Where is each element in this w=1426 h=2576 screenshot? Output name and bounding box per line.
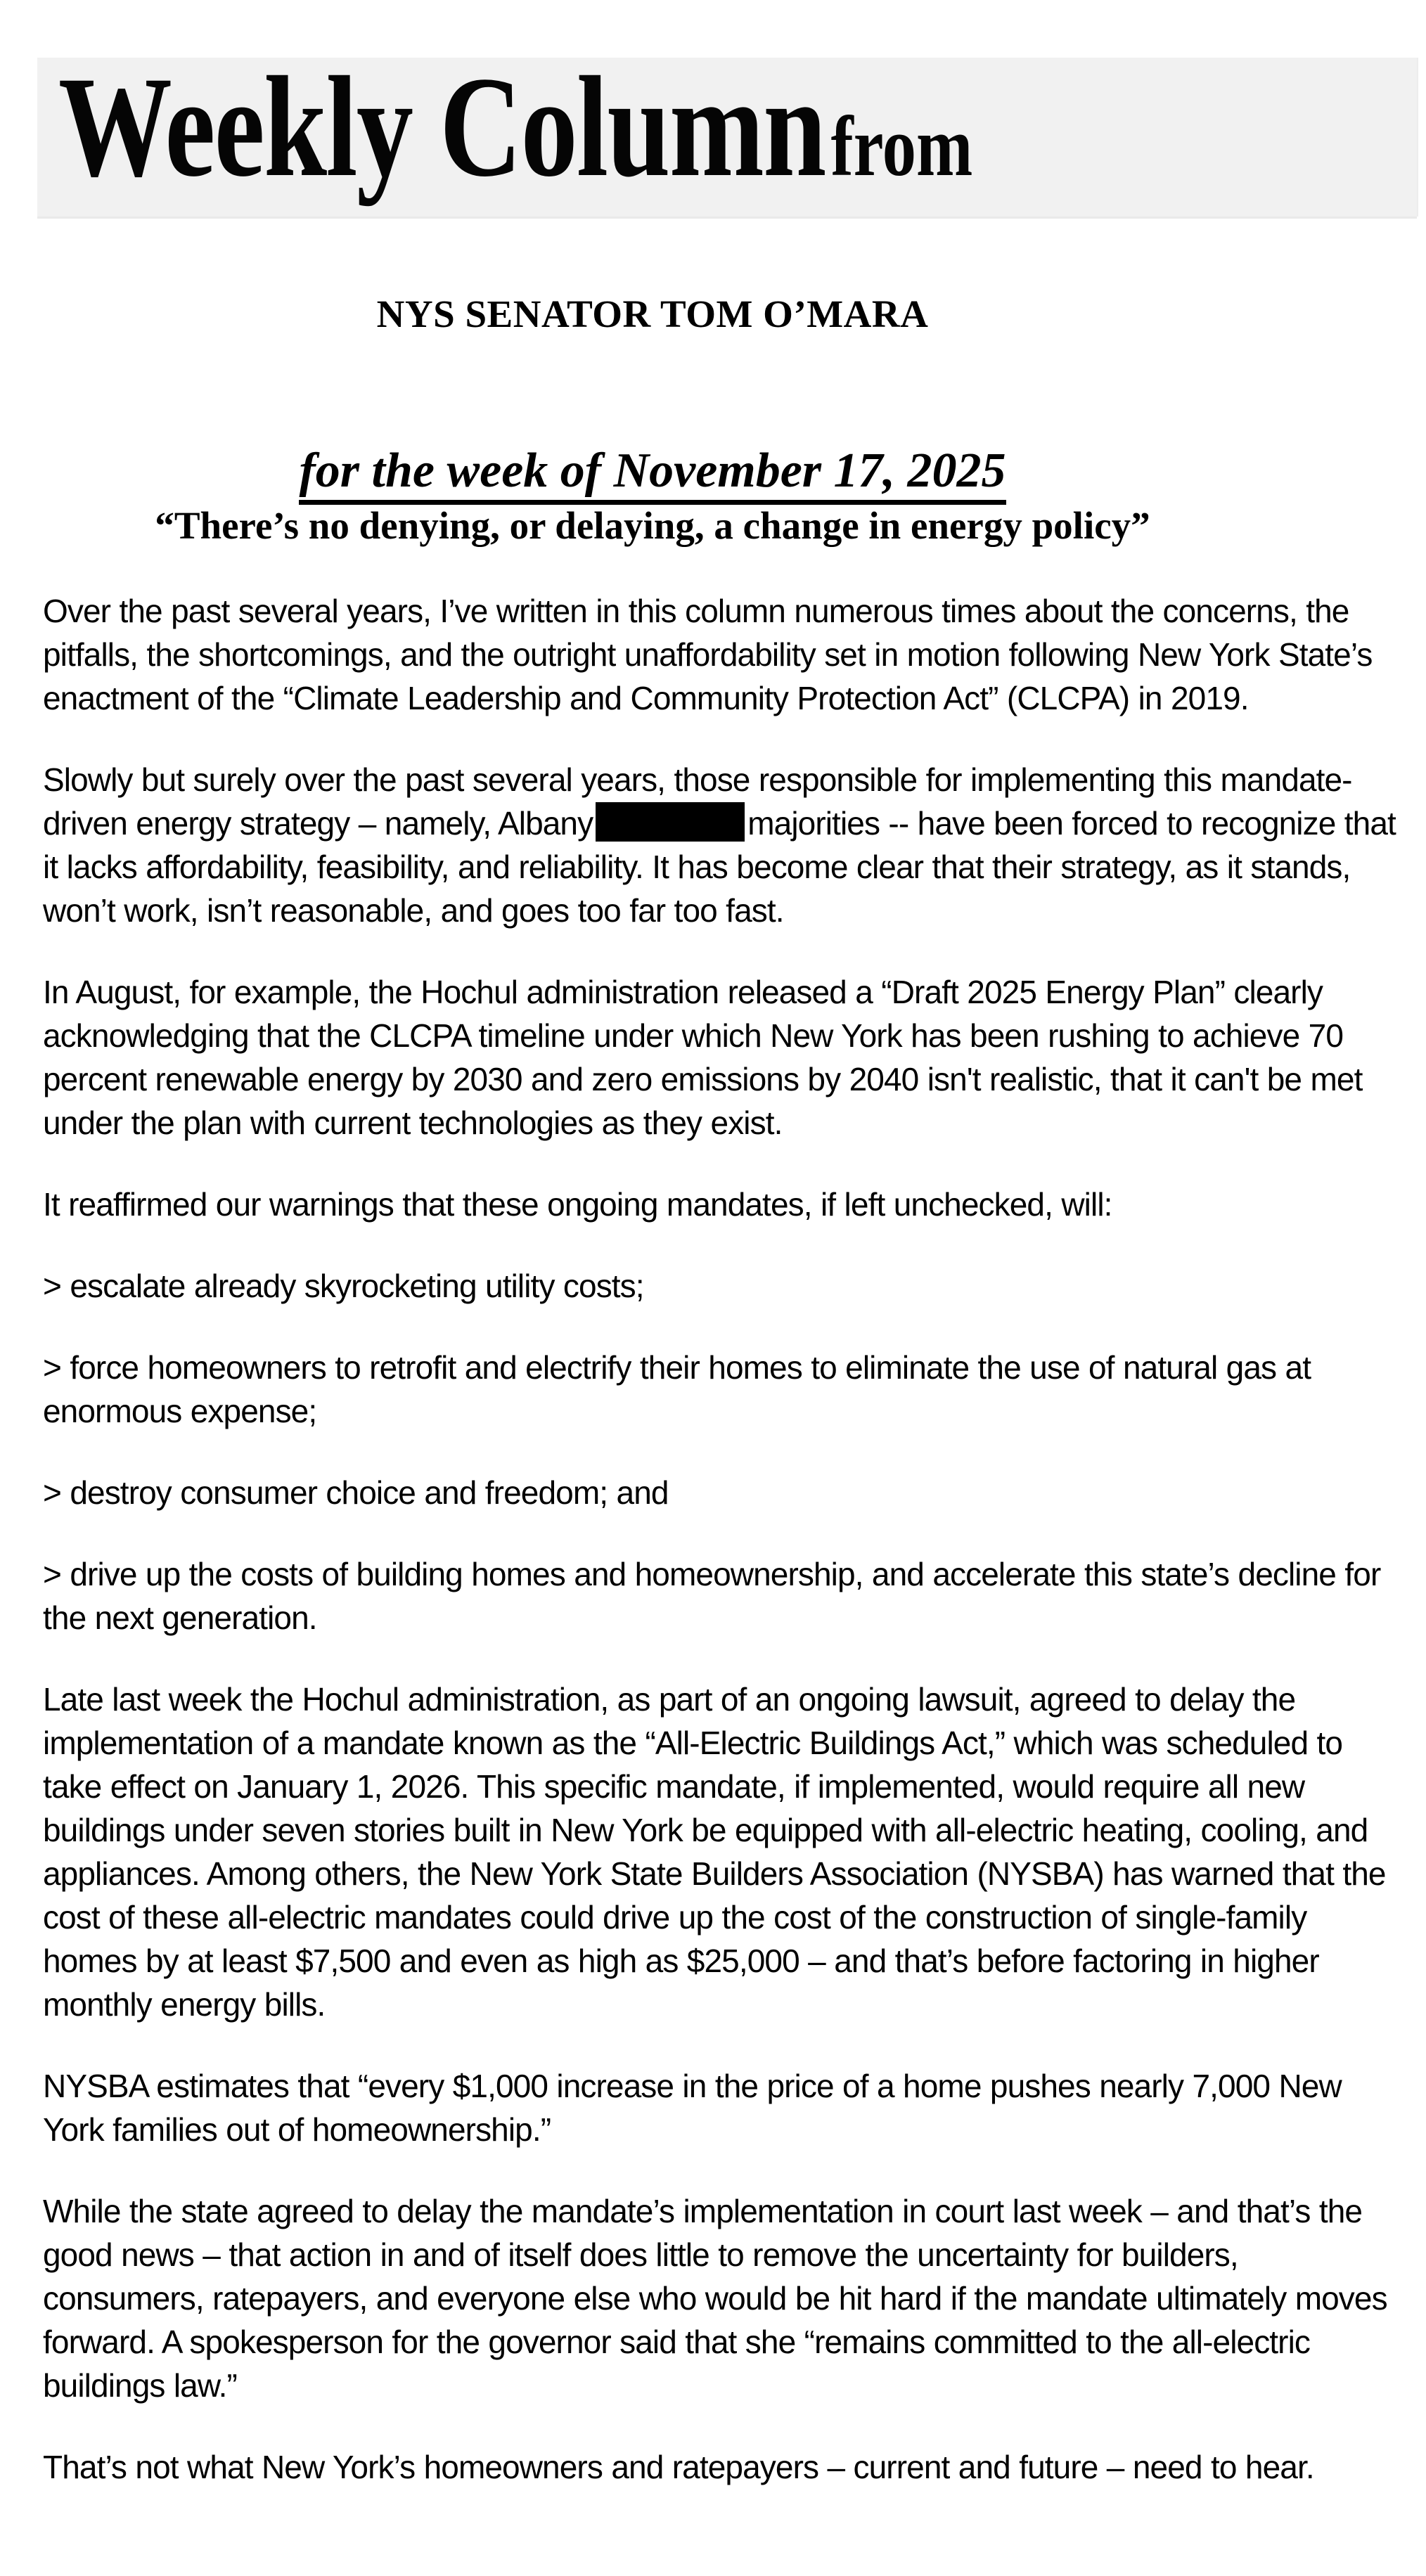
paragraph-delay-uncertainty: While the state agreed to delay the mandate’s implementation in court last week – and that’s the good news – that action in and of itself does little to remove the uncertainty for builders, consumers, ratepayers, and everyone else who would be hit hard if the mandate ultimately moves forward. A spokesperson for the governor said that she “remains committed to the all-electric buildings law.”: [43, 2193, 1387, 2404]
week-of-heading-text: for the week of November 17, 2025: [299, 444, 1006, 505]
bullet-item-building-costs: > drive up the costs of building homes and homeownership, and accelerate this state’s decline for the next generation.: [43, 1556, 1381, 1636]
paragraph-all-electric-act: Late last week the Hochul administration, as part of an ongoing lawsuit, agreed to delay the implementation of a mandate known as the “All-Electric Buildings Act,” which was scheduled to take effect on January 1, 2026. This specific mandate, if implemented, would require all new buildings under seven stories built in New York be equipped with all-electric heating, cooling, and appliances. Among others, the New York State Builders Association (NYSBA) has warned that the cost of these all-electric mandates could drive up the cost of the construction of single-family homes by at least $7,500 and even as high as $25,000 – and that’s before factoring in higher monthly energy bills.: [43, 1681, 1386, 2023]
week-of-heading: [0, 443, 1305, 499]
redacted-paragraph-after: majorities -- have been forced to recognize that it lacks affordability, feasibility, and reliability. It has become clear that their strategy, as it stands, won’t work, isn’t reasonable, and goes too far too fast.: [43, 805, 1396, 929]
redacted-paragraph-before: Slowly but surely over the past several years, those responsible for implementing this mandate-driven energy strategy – namely, Albany: [43, 761, 1352, 842]
heading-block: [0, 290, 1305, 548]
redaction-box: [596, 802, 745, 842]
paragraph-nysba-estimate: NYSBA estimates that “every $1,000 increase in the price of a home pushes nearly 7,000 New York families out of homeownership.”: [43, 2068, 1342, 2148]
masthead-banner: [37, 47, 1417, 217]
column-title-quote: “There’s no denying, or delaying, a change in energy policy”: [155, 504, 1150, 547]
paragraph-intro: Over the past several years, I’ve written in this column numerous times about the concerns, the pitfalls, the shortcomings, and the outright unaffordability set in motion following New York State’s enactment of the “Climate Leadership and Community Protection Act” (CLCPA) in 2019.: [43, 593, 1373, 716]
paragraph-redacted: [43, 758, 1401, 932]
paragraph-warnings-lead: It reaffirmed our warnings that these ongoing mandates, if left unchecked, will:: [43, 1186, 1112, 1223]
masthead-suffix: from: [830, 99, 973, 194]
senator-byline: NYS SENATOR TOM O’MARA: [376, 292, 929, 335]
masthead: [58, 47, 973, 217]
paragraph-energy-plan: In August, for example, the Hochul administration released a “Draft 2025 Energy Plan” clearly acknowledging that the CLCPA timeline under which New York has been rushing to achieve 70 percent renewable energy by 2030 and zero emissions by 2040 isn't realistic, that it can't be met under the plan with current technologies as they exist.: [43, 974, 1363, 1141]
document-page: [0, 47, 1426, 2576]
bullet-item-utility-costs: > escalate already skyrocketing utility costs;: [43, 1268, 644, 1304]
column-body: [43, 589, 1401, 2489]
paragraph-closing: That’s not what New York’s homeowners and ratepayers – current and future – need to hear.: [43, 2449, 1314, 2485]
bullet-item-consumer-choice: > destroy consumer choice and freedom; and: [43, 1474, 669, 1511]
masthead-title: Weekly Column: [58, 47, 826, 207]
bullet-item-retrofit: > force homeowners to retrofit and electrify their homes to eliminate the use of natural gas at enormous expense;: [43, 1349, 1311, 1429]
